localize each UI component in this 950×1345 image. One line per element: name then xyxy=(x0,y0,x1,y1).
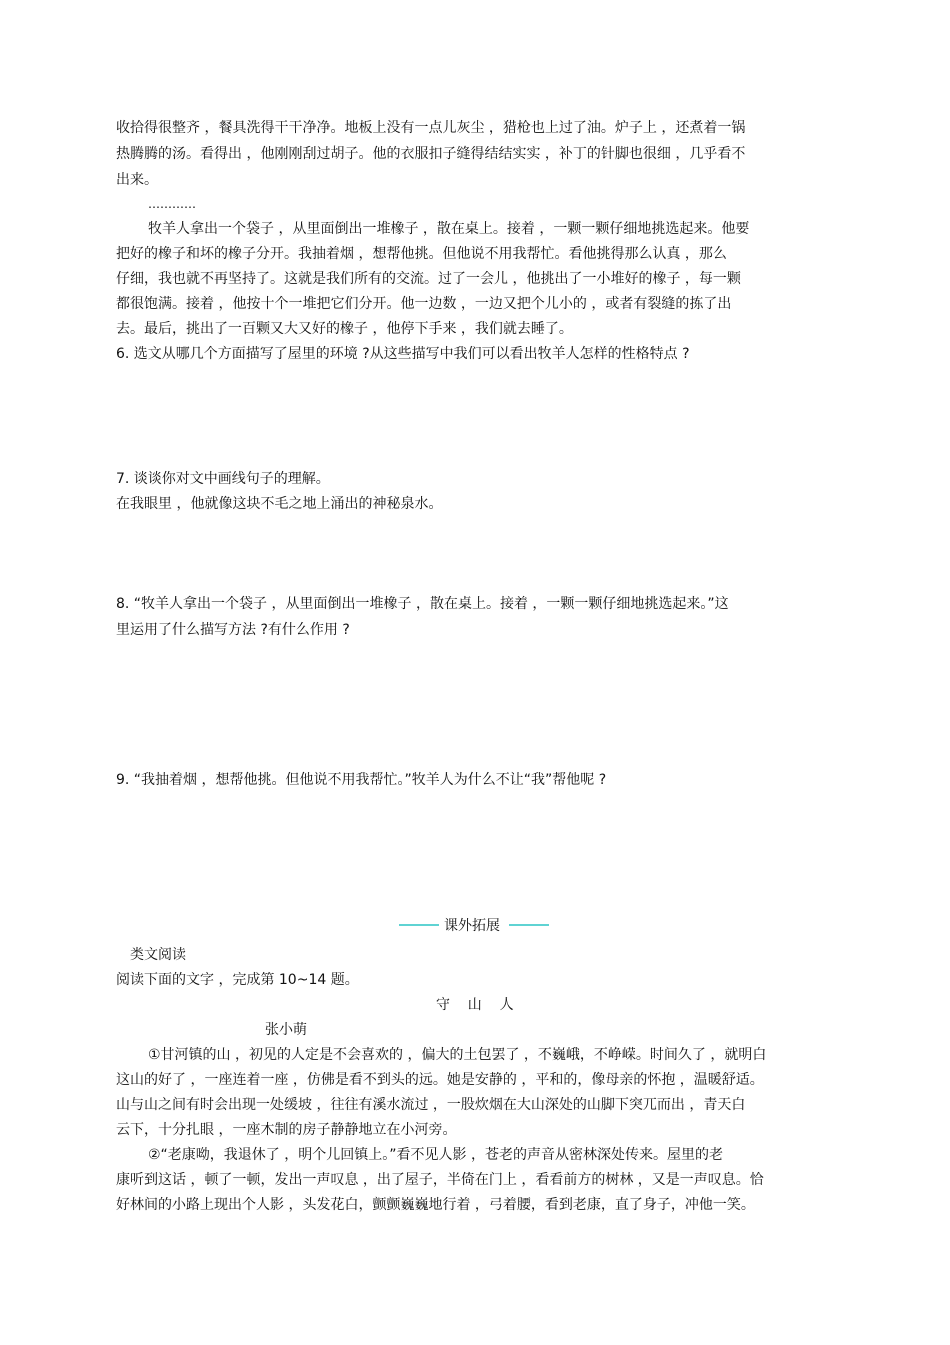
question-7: 7. 谈谈你对文中画线句子的理解。 xyxy=(116,471,330,487)
passage-line: 收拾得很整齐 ，餐具洗得干干净净。地板上没有一点儿灰尘 ，猎枪也上过了油。炉子上 ，还煮着一锅 xyxy=(116,120,746,136)
question-6: 6. 选文从哪几个方面描写了屋里的环境 ?从这些描写中我们可以看出牧羊人怎样的性格特点 ? xyxy=(116,346,690,362)
section-line-right xyxy=(509,924,549,926)
question-8-line-2: 里运用了什么描写方法 ?有什么作用 ? xyxy=(116,622,350,638)
passage-line: 热腾腾的汤。看得出 ，他刚刚刮过胡子。他的衣服扣子缝得结结实实 ，补丁的针脚也很细 ，几乎看不 xyxy=(116,146,746,162)
ellipsis-line: ………… xyxy=(148,197,196,211)
story-line: 山与山之间有时会出现一处缓坡 ，往往有溪水流过 ，一股炊烟在大山深处的山脚下突兀而出 ，青天白 xyxy=(116,1097,746,1113)
subheading: 类文阅读 xyxy=(130,947,186,963)
story-line: ②“老康呦，我退休了 ，明个儿回镇上。”看不见人影 ，苍老的声音从密林深处传来。屋里的老 xyxy=(148,1147,723,1163)
section-line-left xyxy=(399,924,439,926)
question-9: 9. “我抽着烟 ，想帮他挑。但他说不用我帮忙。”牧羊人为什么不让“我”帮他呢 ? xyxy=(116,772,607,788)
passage-line: 去。最后，挑出了一百颗又大又好的橡子 ，他停下手来 ，我们就去睡了。 xyxy=(116,321,573,337)
story-line: 康听到这话 ，顿了一顿，发出一声叹息 ，出了屋子，半倚在门上 ，看看前方的树林 ，又是一声叹息。恰 xyxy=(116,1172,764,1188)
passage-line: 牧羊人拿出一个袋子 ，从里面倒出一堆橡子 ，散在桌上。接着 ，一颗一颗仔细地挑选起来。他要 xyxy=(148,221,750,237)
instruction: 阅读下面的文字 ，完成第 10~14 题。 xyxy=(116,972,359,988)
story-line: ①甘河镇的山 ，初见的人定是不会喜欢的 ，偏大的土包罢了 ，不巍峨，不峥嵘。时间久了 ，就明白 xyxy=(148,1047,767,1063)
question-7-quote: 在我眼里 ，他就像这块不毛之地上涌出的神秘泉水。 xyxy=(116,496,443,512)
story-line: 云下，十分扎眼 ，一座木制的房子静静地立在小河旁。 xyxy=(116,1122,457,1138)
story-title: 守 山 人 xyxy=(436,997,514,1013)
passage-line: 都很饱满。接着 ，他按十个一堆把它们分开。他一边数 ，一边又把个儿小的 ，或者有裂缝的拣了出 xyxy=(116,296,732,312)
passage-line: 出来。 xyxy=(116,172,158,188)
story-line: 这山的好了 ，一座连着一座 ，仿佛是看不到头的远。她是安静的 ，平和的，像母亲的怀抱 ，温暖舒适。 xyxy=(116,1072,764,1088)
story-line: 好林间的小路上现出个人影 ，头发花白，颤颤巍巍地行着 ，弓着腰，看到老康，直了身子，冲他一笑。 xyxy=(116,1197,755,1213)
section-title: 课外拓展 xyxy=(444,918,500,934)
story-author: 张小萌 xyxy=(265,1022,307,1038)
passage-line: 仔细，我也就不再坚持了。这就是我们所有的交流。过了一会儿 ，他挑出了一小堆好的橡子 ，每一颗 xyxy=(116,271,741,287)
question-8-line-1: 8. “牧羊人拿出一个袋子 ，从里面倒出一堆橡子 ，散在桌上。接着 ，一颗一颗仔细地挑选起来。”这 xyxy=(116,596,729,612)
passage-line: 把好的橡子和坏的橡子分开。我抽着烟 ，想帮他挑。但他说不用我帮忙。看他挑得那么认真 ，那么 xyxy=(116,246,727,262)
